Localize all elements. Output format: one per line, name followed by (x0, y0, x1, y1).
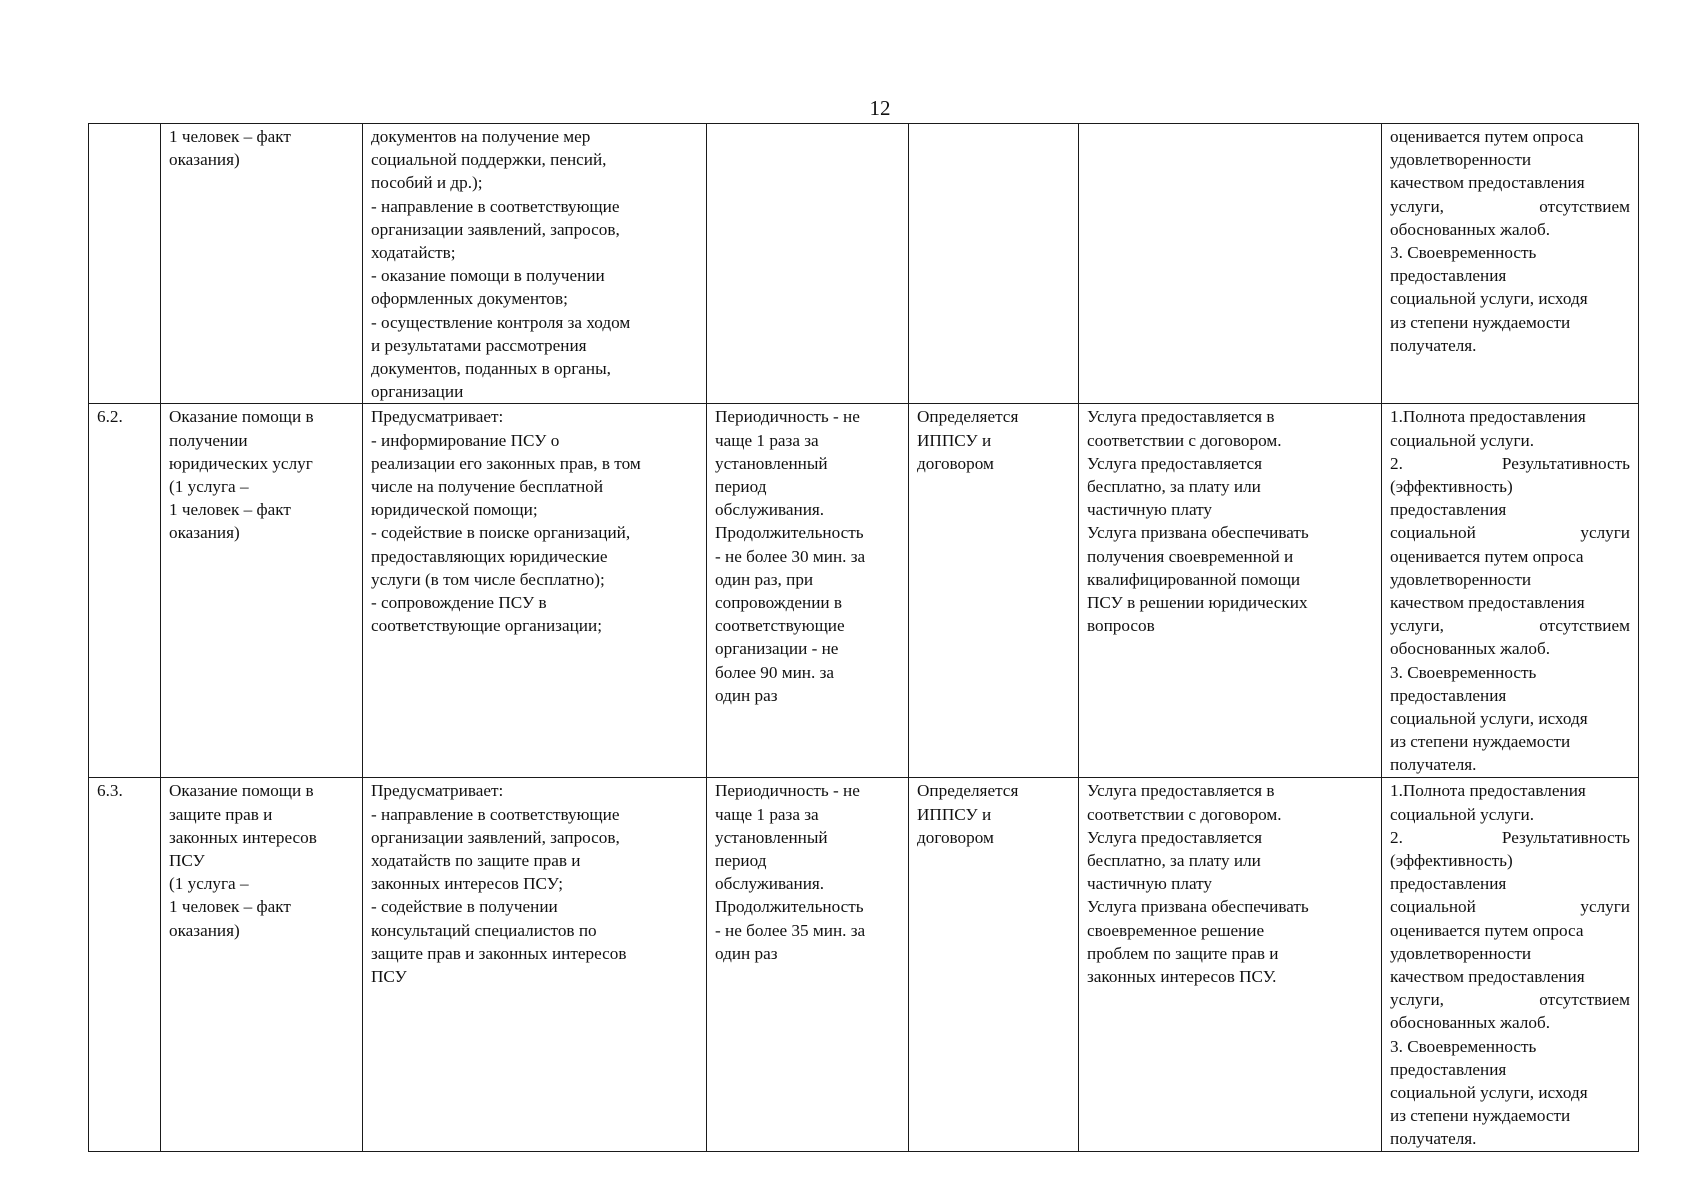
cell-text-line: Определяется (917, 781, 1019, 801)
cell-text-line: документов, поданных в органы, (371, 359, 611, 379)
service-name-cell (161, 404, 363, 778)
cell-text-line: - направление в соответствующие (371, 804, 620, 824)
cell-text-line: Продолжительность (715, 523, 864, 543)
cell-text-line: получателя. (1390, 755, 1477, 775)
cell-text-line: 3. Своевременность (1390, 662, 1537, 682)
cell-text-line: качеством предоставления (1390, 173, 1585, 193)
cell-text-line: Предусматривает: (371, 781, 504, 801)
cell-text-line: Периодичность - не (715, 781, 860, 801)
table-row-6-2 (89, 404, 1639, 778)
cell-text-line: удовлетворенности (1390, 569, 1532, 589)
cell-text-line: защите прав и (169, 804, 273, 824)
cell-text-line: своевременное решение (1087, 920, 1265, 940)
cell-text-line: 2. Результативность (1390, 453, 1630, 473)
cell-text-line: Определяется (917, 407, 1019, 427)
service-content-cell (363, 778, 707, 1152)
cell-text-line: более 90 мин. за (715, 662, 835, 682)
cell-text-line: из степени нуждаемости (1390, 732, 1571, 752)
cell-text-line: ПСУ в решении юридических (1087, 593, 1308, 613)
cell-text-line: качеством предоставления (1390, 593, 1585, 613)
cell-text-line: обслуживания. (715, 500, 825, 520)
service-period-cell (707, 778, 909, 1152)
service-period-cell (707, 404, 909, 778)
cell-text-line: соответствующие организации; (371, 616, 602, 636)
cell-text-line: квалифицированной помощи (1087, 569, 1301, 589)
cell-text-line: социальной услуги, исходя (1390, 289, 1588, 309)
cell-text-line: обоснованных жалоб. (1390, 639, 1551, 659)
cell-text-line: частичную плату (1087, 500, 1213, 520)
cell-text-line: оказания) (169, 150, 240, 170)
cell-text-line: получения своевременной и (1087, 546, 1294, 566)
cell-text-line: - не более 35 мин. за (715, 920, 866, 940)
cell-text-line: чаще 1 раза за (715, 430, 819, 450)
cell-text-line: юридических услуг (169, 453, 313, 473)
cell-text-line: частичную плату (1087, 874, 1213, 894)
cell-text-line: Услуга призвана обеспечивать (1087, 523, 1309, 543)
cell-text-line: вопросов (1087, 616, 1155, 636)
cell-text-line: социальной поддержки, пенсий, (371, 150, 607, 170)
service-content-cell (363, 404, 707, 778)
cell-text-line: Оказание помощи в (169, 781, 314, 801)
cell-text-line: предоставления (1390, 685, 1507, 705)
cell-text-line: организации заявлений, запросов, (371, 219, 620, 239)
cell-text-line: (эффективность) (1390, 851, 1513, 871)
cell-text-line: законных интересов (169, 827, 317, 847)
cell-text-line: услуги, отсутствием (1390, 196, 1630, 216)
cell-text-line: - содействие в получении (371, 897, 558, 917)
cell-text-line: обоснованных жалоб. (1390, 219, 1551, 239)
cell-text-line: один раз, при (715, 569, 814, 589)
cell-text-line: организации заявлений, запросов, (371, 827, 620, 847)
service-name-cell (161, 778, 363, 1152)
cell-text-line: ходатайств по защите прав и (371, 851, 581, 871)
cell-text-line: один раз (715, 943, 778, 963)
cell-text-line: Услуга призвана обеспечивать (1087, 897, 1309, 917)
cell-text-line: консультаций специалистов по (371, 920, 597, 940)
cell-text-line: ПСУ (169, 851, 205, 871)
cell-text-line: документов на получение мер (371, 127, 591, 146)
cell-text-line: (1 услуга – (169, 874, 249, 894)
cell-text-line: удовлетворенности (1390, 943, 1532, 963)
cell-text-line: период (715, 477, 767, 497)
cell-text-line: из степени нуждаемости (1390, 1106, 1571, 1126)
service-volume-cell (909, 124, 1079, 404)
cell-text-line: обоснованных жалоб. (1390, 1013, 1551, 1033)
cell-text-line: - осуществление контроля за ходом (371, 312, 631, 332)
cell-text-line: чаще 1 раза за (715, 804, 819, 824)
cell-text-line: проблем по защите прав и (1087, 943, 1279, 963)
cell-text-line: предоставления (1390, 266, 1507, 286)
cell-text-line: сопровождении в (715, 593, 843, 613)
cell-text-line: качеством предоставления (1390, 967, 1585, 987)
cell-text-line: услуги, отсутствием (1390, 990, 1630, 1010)
cell-text-line: законных интересов ПСУ. (1087, 967, 1277, 987)
cell-text-line: Продолжительность (715, 897, 864, 917)
cell-text-line: оценивается путем опроса (1390, 127, 1584, 146)
cell-text-line: обслуживания. (715, 874, 825, 894)
cell-text-line: пособий и др.); (371, 173, 483, 193)
cell-text-line: Услуга предоставляется (1087, 453, 1263, 473)
cell-text-line: 1 человек – факт (169, 127, 291, 146)
service-period-cell (707, 124, 909, 404)
cell-text-line: бесплатно, за плату или (1087, 477, 1261, 497)
cell-text-line: период (715, 851, 767, 871)
cell-text-line: Услуга предоставляется в (1087, 407, 1275, 427)
service-content-cell (363, 124, 707, 404)
cell-text-line: законных интересов ПСУ; (371, 874, 564, 894)
cell-text-line: соответствии с договором. (1087, 430, 1282, 450)
cell-text-line: защите прав и законных интересов (371, 943, 627, 963)
cell-text-line: один раз (715, 685, 778, 705)
cell-text-line: установленный (715, 453, 828, 473)
cell-text-line: ходатайств; (371, 243, 456, 263)
cell-text-line: Периодичность - не (715, 407, 860, 427)
cell-text-line: - не более 30 мин. за (715, 546, 866, 566)
cell-text-line: - оказание помощи в получении (371, 266, 605, 286)
cell-text-line: ИППСУ и (917, 430, 992, 450)
cell-text-line: - сопровождение ПСУ в (371, 593, 547, 613)
cell-text-line: предоставления (1390, 874, 1507, 894)
cell-text-line: 1.Полнота предоставления (1390, 407, 1586, 427)
cell-text-line: Услуга предоставляется в (1087, 781, 1275, 801)
cell-text-line: 1 человек – факт (169, 500, 291, 520)
cell-text-line: Услуга предоставляется (1087, 827, 1263, 847)
cell-text-line: получателя. (1390, 1129, 1477, 1149)
cell-text-line: получении (169, 430, 248, 450)
cell-text-line: социальной услуги. (1390, 430, 1535, 450)
cell-text-line: социальной услуги, исходя (1390, 1083, 1588, 1103)
cell-text-line: Оказание помощи в (169, 407, 314, 427)
service-quality-cell (1382, 778, 1639, 1152)
cell-text-line: предоставляющих юридические (371, 546, 608, 566)
service-quality-cell (1382, 124, 1639, 404)
table-row-6-3 (89, 778, 1639, 1152)
service-conditions-cell (1079, 778, 1382, 1152)
page-number: 12 (869, 96, 891, 120)
cell-text-line: реализации его законных прав, в том (371, 453, 641, 473)
cell-text-line: 2. Результативность (1390, 827, 1630, 847)
cell-text-line: бесплатно, за плату или (1087, 851, 1261, 871)
services-table (88, 123, 1639, 1152)
cell-text-line: организации (371, 382, 464, 402)
cell-text-line: услуги (в том числе бесплатно); (371, 569, 605, 589)
cell-text-line: соответствующие (715, 616, 845, 636)
cell-text-line: соответствии с договором. (1087, 804, 1282, 824)
service-name-cell (161, 124, 363, 404)
cell-text-line: оказания) (169, 523, 240, 543)
service-number-cell: 6.3. (89, 778, 161, 1152)
cell-text-line: предоставления (1390, 500, 1507, 520)
cell-text-line: - информирование ПСУ о (371, 430, 560, 450)
service-volume-cell (909, 404, 1079, 778)
service-number-cell (89, 124, 161, 404)
cell-text-line: социальной услуги. (1390, 804, 1535, 824)
cell-text-line: получателя. (1390, 335, 1477, 355)
cell-text-line: - содействие в поиске организаций, (371, 523, 631, 543)
cell-text-line: юридической помощи; (371, 500, 538, 520)
cell-text-line: услуги, отсутствием (1390, 616, 1630, 636)
service-conditions-cell (1079, 404, 1382, 778)
cell-text-line: удовлетворенности (1390, 150, 1532, 170)
service-volume-cell (909, 778, 1079, 1152)
cell-text-line: установленный (715, 827, 828, 847)
cell-text-line: 3. Своевременность (1390, 1036, 1537, 1056)
cell-text-line: из степени нуждаемости (1390, 312, 1571, 332)
cell-text-line: Предусматривает: (371, 407, 504, 427)
cell-text-line: социальной услуги (1390, 523, 1630, 543)
cell-text-line: социальной услуги (1390, 897, 1630, 917)
cell-text-line: 1 человек – факт (169, 897, 291, 917)
cell-text-line: ИППСУ и (917, 804, 992, 824)
service-conditions-cell (1079, 124, 1382, 404)
cell-text-line: числе на получение бесплатной (371, 477, 604, 497)
cell-text-line: - направление в соответствующие (371, 196, 620, 216)
cell-text-line: организации - не (715, 639, 839, 659)
cell-text-line: оценивается путем опроса (1390, 546, 1584, 566)
cell-text-line: (1 услуга – (169, 477, 249, 497)
cell-text-line: договором (917, 827, 994, 847)
cell-text-line: оказания) (169, 920, 240, 940)
cell-text-line: (эффективность) (1390, 477, 1513, 497)
cell-text-line: оформленных документов; (371, 289, 568, 309)
service-quality-cell (1382, 404, 1639, 778)
table-row-continued (89, 124, 1639, 404)
service-number-cell: 6.2. (89, 404, 161, 778)
cell-text-line: и результатами рассмотрения (371, 335, 587, 355)
cell-text-line: оценивается путем опроса (1390, 920, 1584, 940)
cell-text-line: ПСУ (371, 967, 407, 987)
cell-text-line: социальной услуги, исходя (1390, 709, 1588, 729)
cell-text-line: 3. Своевременность (1390, 243, 1537, 263)
cell-text-line: договором (917, 453, 994, 473)
cell-text-line: предоставления (1390, 1059, 1507, 1079)
cell-text-line: 1.Полнота предоставления (1390, 781, 1586, 801)
